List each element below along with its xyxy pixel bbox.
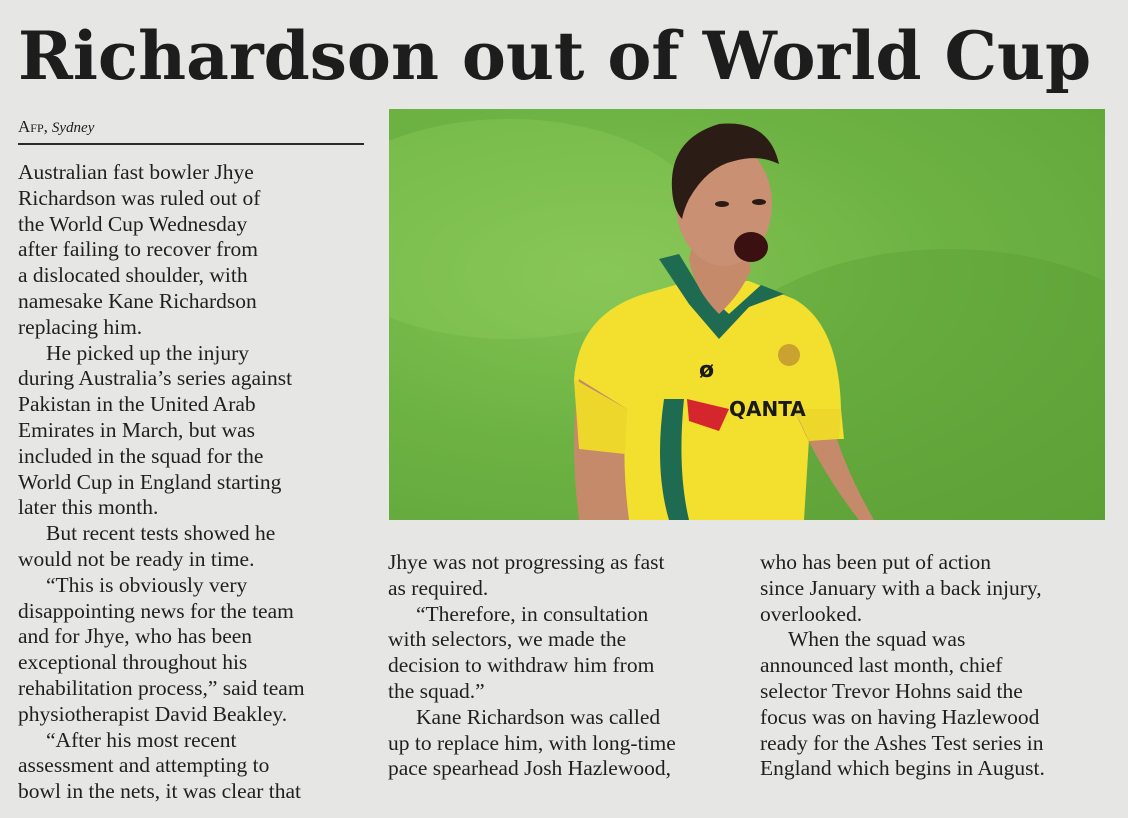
article-column-2 xyxy=(388,550,738,782)
byline-agency: Afp, xyxy=(18,117,48,136)
headline: Richardson out of World Cup xyxy=(18,17,1092,95)
col1-line: after failing to recover from xyxy=(18,237,258,262)
col1-line: replacing him. xyxy=(18,314,143,339)
byline xyxy=(18,116,364,145)
col1-line: “This is obviously very xyxy=(46,572,248,597)
article-column-3 xyxy=(760,550,1110,782)
col1-line: But recent tests showed he xyxy=(46,521,276,546)
col1-line: during Australia’s series against xyxy=(18,366,293,391)
article-column-1 xyxy=(18,160,366,805)
col2-line: “Therefore, in consultation xyxy=(416,601,649,626)
col1-line: Australian fast bowler Jhye xyxy=(18,160,254,184)
col3-line: focus was on having Hazlewood xyxy=(760,704,1040,729)
col1-line: and for Jhye, who has been xyxy=(18,624,253,649)
col1-line: Richardson was ruled out of xyxy=(18,185,261,210)
col2-line: the squad.” xyxy=(388,678,485,703)
col3-line: announced last month, chief xyxy=(760,653,1003,678)
col1-line: “After his most recent xyxy=(46,727,237,752)
article-photo xyxy=(389,109,1105,520)
col1-line: Pakistan in the United Arab xyxy=(18,392,256,417)
col2-line: pace spearhead Josh Hazlewood, xyxy=(388,756,671,781)
col1-line: would not be ready in time. xyxy=(18,546,255,571)
col3-line: England which begins in August. xyxy=(760,756,1045,781)
col3-line: When the squad was xyxy=(788,627,966,652)
col3-line: who has been put of action xyxy=(760,550,992,574)
col2-line: Kane Richardson was called xyxy=(416,704,661,729)
col1-line: the World Cup Wednesday xyxy=(18,211,248,236)
col1-line: a dislocated shoulder, with xyxy=(18,263,248,288)
col1-line: namesake Kane Richardson xyxy=(18,288,257,313)
cricketer-celebrating-photo xyxy=(389,109,1105,520)
col1-line: later this month. xyxy=(18,495,159,520)
col2-line: as required. xyxy=(388,575,489,600)
col3-line: overlooked. xyxy=(760,601,863,626)
col1-line: assessment and attempting to xyxy=(18,753,270,778)
col1-line: exceptional throughout his xyxy=(18,650,248,675)
col3-line: since January with a back injury, xyxy=(760,575,1042,600)
col3-line: selector Trevor Hohns said the xyxy=(760,678,1023,703)
col1-line: bowl in the nets, it was clear that xyxy=(18,779,302,804)
svg-text:ø: ø xyxy=(699,358,715,383)
col1-line: physiotherapist David Beakley. xyxy=(18,701,288,726)
col1-line: included in the squad for the xyxy=(18,443,264,468)
col2-line: Jhye was not progressing as fast xyxy=(388,550,665,574)
col3-line: ready for the Ashes Test series in xyxy=(760,730,1044,755)
col1-line: disappointing news for the team xyxy=(18,598,294,623)
shirt-sponsor-text: QANTA xyxy=(729,397,806,421)
col2-line: with selectors, we made the xyxy=(388,627,627,652)
col2-line: decision to withdraw him from xyxy=(388,653,655,678)
col2-line: up to replace him, with long-time xyxy=(388,730,676,755)
col1-line: He picked up the injury xyxy=(46,340,250,365)
col1-line: rehabilitation process,” said team xyxy=(18,675,305,700)
byline-place: Sydney xyxy=(51,120,95,136)
col1-line: Emirates in March, but was xyxy=(18,417,256,442)
col1-line: World Cup in England starting xyxy=(18,469,282,494)
